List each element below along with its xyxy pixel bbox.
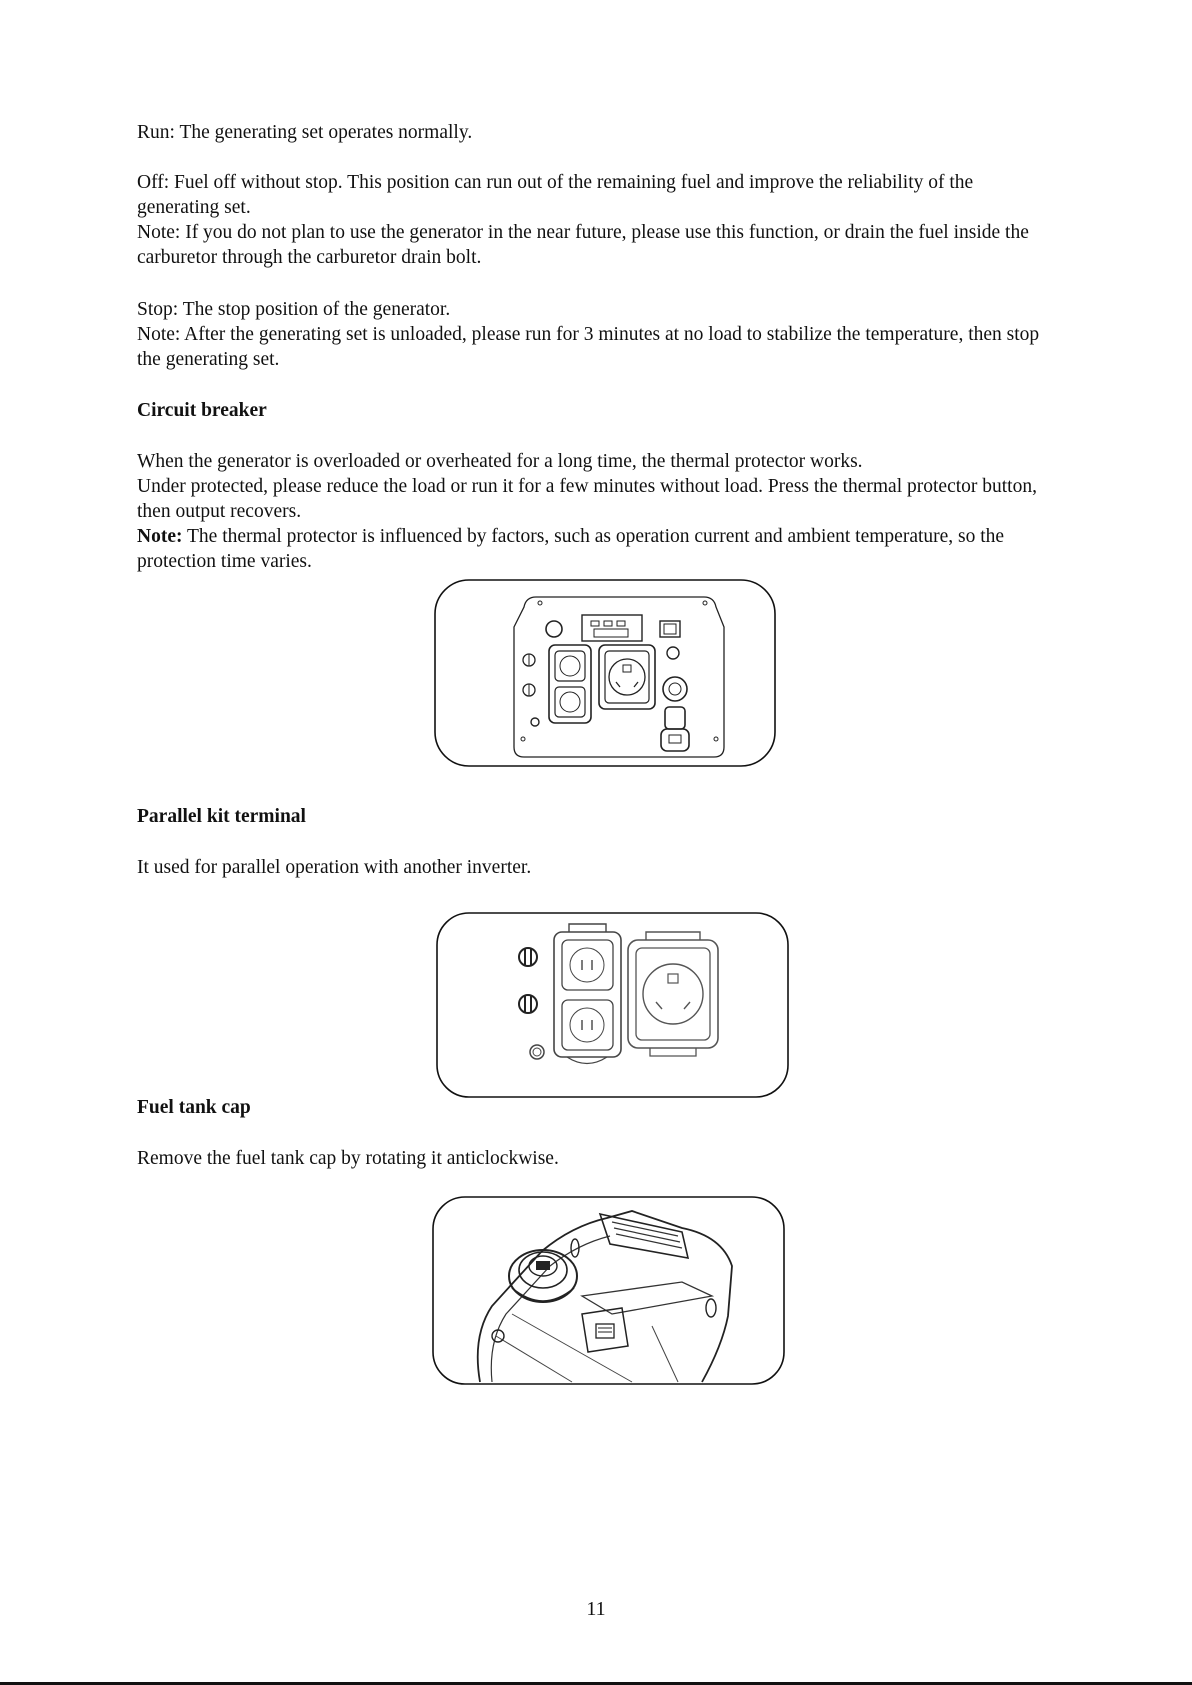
- circuit-breaker-note: [137, 524, 1057, 574]
- page-number: 11: [586, 1598, 606, 1620]
- note-text: The thermal protector is influenced by factors, such as operation current and ambient temperature, so the protection time varies.: [137, 526, 1005, 572]
- fuel-tank-cap-heading: Fuel tank cap: [137, 1097, 251, 1118]
- circuit-breaker-heading: Circuit breaker: [137, 400, 267, 421]
- parallel-kit-heading: Parallel kit terminal: [137, 806, 306, 827]
- fuel-tank-cap-text: Remove the fuel tank cap by rotating it anticlockwise.: [137, 1148, 559, 1169]
- note-label: Note:: [137, 526, 183, 547]
- off-note-paragraph: Note: If you do not plan to use the generator in the near future, please use this function, or drain the fuel inside the carburetor through the carburetor drain bolt.: [137, 222, 1029, 268]
- circuit-breaker-line1: When the generator is overloaded or overheated for a long time, the thermal protector works.: [137, 451, 863, 472]
- control-panel-illustration: [434, 579, 776, 767]
- run-paragraph: Run: The generating set operates normally.: [137, 122, 473, 143]
- off-paragraph: Off: Fuel off without stop. This position can run out of the remaining fuel and improve the reliability of the generating set.: [137, 172, 974, 218]
- stop-note-paragraph: Note: After the generating set is unloaded, please run for 3 minutes at no load to stabilize the temperature, then stop the generating set.: [137, 324, 1040, 370]
- stop-paragraph: Stop: The stop position of the generator.: [137, 299, 451, 320]
- parallel-kit-text: It used for parallel operation with another inverter.: [137, 857, 532, 878]
- fuel-tank-cap-illustration: [432, 1196, 785, 1385]
- circuit-breaker-line2: Under protected, please reduce the load or run it for a few minutes without load. Press the thermal protector button, then output recovers.: [137, 476, 1037, 522]
- parallel-kit-illustration: [436, 912, 789, 1098]
